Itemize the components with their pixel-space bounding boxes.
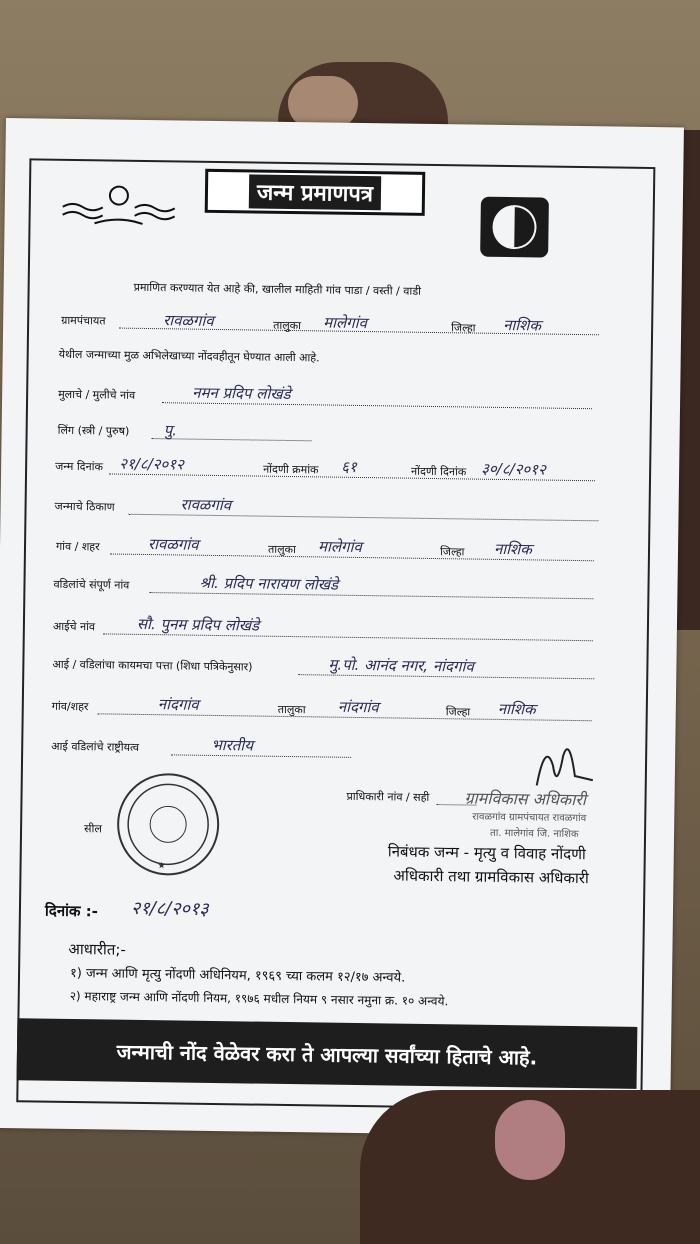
reg-no-value: ६१	[341, 457, 357, 476]
registrar-line2: अधिकारी तथा ग्रामविकास अधिकारी	[393, 866, 589, 888]
district-value-3: नाशिक	[497, 699, 536, 719]
birth-date-label: जन्म दिनांक	[55, 459, 104, 474]
svg-text:★: ★	[157, 861, 166, 872]
child-name-value: नमन प्रदिप लोखंडे	[192, 383, 291, 403]
reg-date-label: नोंदणी दिनांक	[411, 464, 467, 479]
mother-label: आईचे नांव	[52, 619, 96, 634]
record-note: येथील जन्माच्या मुळ अभिलेखाच्या नोंदवहीतून घेण्यात आली आहे.	[58, 347, 320, 365]
logo-emblem-icon	[476, 193, 553, 262]
registrar-line1: निबंधक जन्म - मृत्यु व विवाह नोंदणी	[387, 842, 586, 864]
village-value: रावळगांव	[147, 535, 199, 554]
nationality-label: आई वडिलांचे राष्ट्रीयत्व	[51, 739, 140, 754]
district-label-3: जिल्हा	[445, 705, 471, 719]
village-label: गांव / शहर	[55, 539, 100, 554]
address-label: आई / वडिलांचा कायमचा पत्ता (शिधा पत्रिकेनुसार)	[52, 657, 253, 674]
intro-text: प्रमाणित करण्यात येत आहे की, खालील माहिती गांव पाडा / वस्ती / वाडी	[133, 280, 422, 298]
awareness-banner	[17, 1018, 638, 1089]
grampanchayat-value: रावळगांव	[163, 311, 214, 330]
basis-1: १) जन्म आणि मृत्यु नोंदणी अधिनियम, १९६९ च्या कलम १२/१७ अन्वये.	[69, 965, 406, 986]
finger-nail	[495, 1100, 565, 1180]
holding-hand-bottom	[360, 1090, 700, 1244]
district-label-2: जिल्हा	[439, 545, 465, 559]
taluka-value: मालेगांव	[323, 313, 368, 333]
gender-label: लिंग (स्त्री / पुरुष)	[57, 423, 130, 438]
birth-place-value: रावळगांव	[180, 495, 232, 515]
grampanchayat-seal-icon	[113, 770, 222, 879]
village2-value: नांदगांव	[157, 695, 199, 714]
authority-label: प्राधिकारी नांव / सही	[346, 789, 430, 804]
district-value-2: नाशिक	[493, 539, 532, 559]
birth-certificate	[0, 118, 684, 1137]
taluka-label: तालुका	[273, 318, 302, 333]
birth-date-value: २१/८/२०१२	[119, 454, 185, 474]
banner-text: जन्माची नोंद वेळेवर करा ते आपल्या सर्वांच्या हिताचे आहे.	[116, 1039, 538, 1070]
reg-date-value: ३०/८/२०१२	[481, 459, 546, 479]
basis-label: आधारीत;-	[68, 939, 127, 959]
village2-label: गांव/शहर	[51, 699, 89, 714]
stamp-line1: ग्रामविकास अधिकारी	[464, 788, 587, 810]
district-value: नाशिक	[503, 315, 542, 335]
grampanchayat-label: ग्रामपंचायत	[61, 313, 106, 328]
certificate-title: जन्म प्रमाणपत्र	[249, 174, 382, 210]
stamp-line3: ता. मालेगांव जि. नाशिक	[489, 827, 579, 841]
birth-place-label: जन्माचे ठिकाण	[54, 499, 115, 514]
district-label: जिल्हा	[451, 321, 476, 335]
basis-2: २) महाराष्ट्र जन्म आणि नोंदणी नियम, १९७६ मधील नियम ९ नसार नमुना क्र. १० अन्वये.	[69, 988, 449, 1009]
father-label: वडिलांचे संपूर्ण नांव	[53, 577, 130, 592]
taluka-label-3: तालुका	[277, 702, 306, 717]
father-value: श्री. प्रदिप नारायण लोखंडे	[199, 573, 339, 594]
date-value: २१/८/२०१३	[130, 897, 209, 920]
mother-value: सौ. पुनम प्रदिप लोखंडे	[136, 614, 260, 635]
gender-value: पु.	[163, 421, 178, 440]
address-value: मु.पो. आनंद नगर, नांदगांव	[328, 655, 474, 676]
stamp-line2: रावळगांव ग्रामपंचायत रावळगांव	[472, 811, 587, 825]
taluka-label-2: तालुका	[267, 542, 296, 557]
certificate-title-box	[205, 169, 426, 216]
seal-label: सील	[83, 822, 102, 836]
taluka-value-3: नांदगांव	[337, 697, 379, 717]
waves-emblem-icon	[58, 181, 179, 233]
taluka-value-2: मालेगांव	[317, 537, 362, 557]
reg-no-label: नोंदणी क्रमांक	[263, 462, 319, 477]
date-label: दिनांक :-	[44, 901, 99, 921]
child-name-label: मुलाचे / मुलीचे नांव	[58, 387, 136, 402]
nationality-value: भारतीय	[211, 735, 254, 755]
